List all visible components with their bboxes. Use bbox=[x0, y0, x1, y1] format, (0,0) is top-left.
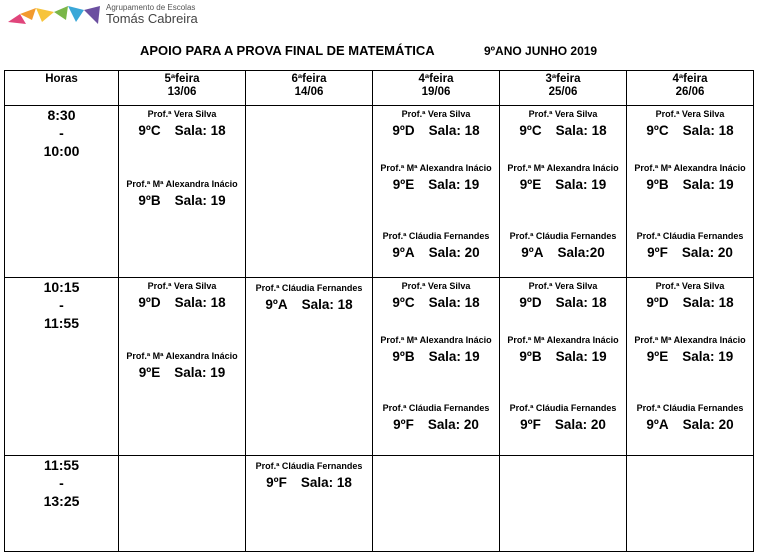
schedule-cell bbox=[373, 278, 500, 456]
teacher-name: Prof.ª Mª Alexandra Inácio bbox=[380, 335, 492, 345]
time-slot: 10:15 - 11:55 bbox=[5, 278, 119, 456]
year-label: 9ºANO JUNHO 2019 bbox=[484, 44, 598, 58]
class-label: 9ºB bbox=[392, 349, 415, 364]
class-label: 9ºD bbox=[646, 295, 669, 310]
class-label: 9ºB bbox=[519, 349, 542, 364]
schedule-cell bbox=[246, 456, 373, 552]
teacher-name: Prof.ª Cláudia Fernandes bbox=[636, 231, 744, 241]
room-label: Sala: 20 bbox=[554, 417, 606, 432]
room-label: Sala: 18 bbox=[300, 475, 352, 490]
header-row bbox=[5, 71, 754, 106]
teacher-name: Prof.ª Cláudia Fernandes bbox=[636, 403, 744, 413]
room-label: Sala: 18 bbox=[301, 297, 353, 312]
class-label: 9ºA bbox=[521, 245, 544, 260]
schedule-cell bbox=[500, 106, 627, 278]
session-entry bbox=[246, 282, 372, 312]
class-room bbox=[500, 123, 626, 138]
class-label: 9ºF bbox=[266, 475, 287, 490]
room-label: Sala: 18 bbox=[174, 295, 226, 310]
class-room bbox=[627, 177, 753, 192]
room-label: Sala: 19 bbox=[682, 349, 734, 364]
teacher-name: Prof.ª Mª Alexandra Inácio bbox=[507, 163, 619, 173]
session-entry bbox=[627, 230, 753, 260]
session-entry bbox=[373, 334, 499, 364]
room-label: Sala: 18 bbox=[555, 295, 607, 310]
room-label: Sala: 20 bbox=[682, 417, 734, 432]
class-label: 9ºE bbox=[138, 365, 161, 380]
session-entry bbox=[627, 402, 753, 432]
room-label: Sala: 19 bbox=[682, 177, 734, 192]
room-label: Sala: 19 bbox=[555, 177, 607, 192]
logo-school-name: Tomás Cabreira bbox=[106, 11, 198, 26]
teacher-name: Prof.ª Vera Silva bbox=[528, 281, 598, 291]
session-entry bbox=[500, 402, 626, 432]
class-label: 9ºC bbox=[519, 123, 542, 138]
teacher-name: Prof.ª Cláudia Fernandes bbox=[255, 283, 363, 293]
schedule-cell bbox=[246, 278, 373, 456]
session-entry bbox=[500, 108, 626, 138]
teacher-name: Prof.ª Mª Alexandra Inácio bbox=[380, 163, 492, 173]
session-entry bbox=[500, 280, 626, 310]
teacher-name: Prof.ª Vera Silva bbox=[401, 109, 471, 119]
class-room bbox=[246, 297, 372, 312]
room-label: Sala: 20 bbox=[428, 245, 480, 260]
teacher-name: Prof.ª Vera Silva bbox=[655, 109, 725, 119]
teacher-name: Prof.ª Cláudia Fernandes bbox=[382, 231, 490, 241]
class-room bbox=[373, 295, 499, 310]
class-label: 9ºC bbox=[392, 295, 415, 310]
class-label: 9ºC bbox=[138, 123, 161, 138]
class-label: 9ºE bbox=[392, 177, 415, 192]
class-room bbox=[500, 245, 626, 260]
teacher-name: Prof.ª Cláudia Fernandes bbox=[255, 461, 363, 471]
schedule-cell bbox=[119, 456, 246, 552]
schedule-cell bbox=[627, 278, 754, 456]
room-label: Sala: 19 bbox=[428, 349, 480, 364]
session-entry bbox=[500, 230, 626, 260]
class-label: 9ºC bbox=[646, 123, 669, 138]
teacher-name: Prof.ª Vera Silva bbox=[147, 281, 217, 291]
class-room bbox=[373, 177, 499, 192]
class-label: 9ºA bbox=[392, 245, 415, 260]
class-room bbox=[373, 349, 499, 364]
time-row bbox=[5, 278, 754, 456]
day-header: 4ªfeira 19/06 bbox=[373, 71, 500, 106]
teacher-name: Prof.ª Vera Silva bbox=[528, 109, 598, 119]
session-entry bbox=[373, 108, 499, 138]
teacher-name: Prof.ª Mª Alexandra Inácio bbox=[126, 351, 238, 361]
room-label: Sala:20 bbox=[557, 245, 605, 260]
class-room bbox=[500, 177, 626, 192]
schedule-cell bbox=[500, 278, 627, 456]
class-room bbox=[373, 123, 499, 138]
class-room bbox=[246, 475, 372, 490]
hours-header: Horas bbox=[5, 71, 119, 106]
session-entry bbox=[119, 178, 245, 208]
teacher-name: Prof.ª Cláudia Fernandes bbox=[509, 403, 617, 413]
room-label: Sala: 18 bbox=[428, 295, 480, 310]
class-room bbox=[373, 417, 499, 432]
class-label: 9ºA bbox=[265, 297, 288, 312]
room-label: Sala: 18 bbox=[428, 123, 480, 138]
schedule-cell bbox=[373, 106, 500, 278]
teacher-name: Prof.ª Cláudia Fernandes bbox=[382, 403, 490, 413]
session-entry bbox=[373, 280, 499, 310]
teacher-name: Prof.ª Vera Silva bbox=[147, 109, 217, 119]
room-label: Sala: 18 bbox=[174, 123, 226, 138]
day-header: 4ªfeira 26/06 bbox=[627, 71, 754, 106]
session-entry bbox=[119, 350, 245, 380]
session-entry bbox=[119, 108, 245, 138]
room-label: Sala: 18 bbox=[682, 295, 734, 310]
room-label: Sala: 20 bbox=[681, 245, 733, 260]
class-room bbox=[627, 417, 753, 432]
teacher-name: Prof.ª Cláudia Fernandes bbox=[509, 231, 617, 241]
schedule-cell bbox=[246, 106, 373, 278]
class-label: 9ºB bbox=[646, 177, 669, 192]
schedule-cell bbox=[119, 278, 246, 456]
class-label: 9ºD bbox=[519, 295, 542, 310]
teacher-name: Prof.ª Mª Alexandra Inácio bbox=[507, 335, 619, 345]
teacher-name: Prof.ª Mª Alexandra Inácio bbox=[634, 163, 746, 173]
time-row bbox=[5, 456, 754, 552]
schedule-cell bbox=[373, 456, 500, 552]
class-room bbox=[627, 295, 753, 310]
teacher-name: Prof.ª Mª Alexandra Inácio bbox=[634, 335, 746, 345]
session-entry bbox=[246, 460, 372, 490]
session-entry bbox=[627, 108, 753, 138]
class-label: 9ºE bbox=[519, 177, 542, 192]
room-label: Sala: 19 bbox=[174, 193, 226, 208]
day-header: 5ªfeira 13/06 bbox=[119, 71, 246, 106]
teacher-name: Prof.ª Vera Silva bbox=[655, 281, 725, 291]
session-entry bbox=[627, 162, 753, 192]
class-label: 9ºA bbox=[646, 417, 669, 432]
room-label: Sala: 19 bbox=[428, 177, 480, 192]
class-label: 9ºB bbox=[138, 193, 161, 208]
session-entry bbox=[373, 402, 499, 432]
schedule-cell bbox=[119, 106, 246, 278]
session-entry bbox=[373, 162, 499, 192]
time-slot: 8:30 - 10:00 bbox=[5, 106, 119, 278]
session-entry bbox=[373, 230, 499, 260]
class-room bbox=[119, 123, 245, 138]
class-room bbox=[627, 349, 753, 364]
class-room bbox=[500, 349, 626, 364]
schedule-cell bbox=[627, 456, 754, 552]
teacher-name: Prof.ª Vera Silva bbox=[401, 281, 471, 291]
class-room bbox=[119, 295, 245, 310]
day-header: 6ªfeira 14/06 bbox=[246, 71, 373, 106]
schedule-cell bbox=[500, 456, 627, 552]
time-row bbox=[5, 106, 754, 278]
class-room bbox=[119, 193, 245, 208]
class-label: 9ºF bbox=[647, 245, 668, 260]
session-entry bbox=[627, 334, 753, 364]
class-label: 9ºD bbox=[138, 295, 161, 310]
class-room bbox=[500, 295, 626, 310]
session-entry bbox=[119, 280, 245, 310]
time-slot: 11:55 - 13:25 bbox=[5, 456, 119, 552]
page-title: APOIO PARA A PROVA FINAL DE MATEMÁTICA bbox=[140, 43, 435, 58]
room-label: Sala: 20 bbox=[427, 417, 479, 432]
day-header: 3ªfeira 25/06 bbox=[500, 71, 627, 106]
session-entry bbox=[627, 280, 753, 310]
room-label: Sala: 18 bbox=[682, 123, 734, 138]
class-room bbox=[373, 245, 499, 260]
room-label: Sala: 18 bbox=[555, 123, 607, 138]
schedule-table bbox=[4, 70, 754, 552]
class-label: 9ºF bbox=[393, 417, 414, 432]
class-room bbox=[500, 417, 626, 432]
session-entry bbox=[500, 334, 626, 364]
room-label: Sala: 19 bbox=[174, 365, 226, 380]
class-room bbox=[119, 365, 245, 380]
class-label: 9ºE bbox=[646, 349, 669, 364]
session-entry bbox=[500, 162, 626, 192]
teacher-name: Prof.ª Mª Alexandra Inácio bbox=[126, 179, 238, 189]
class-label: 9ºF bbox=[520, 417, 541, 432]
logo-org-text: Agrupamento de Escolas bbox=[106, 3, 196, 12]
class-room bbox=[627, 245, 753, 260]
class-label: 9ºD bbox=[392, 123, 415, 138]
room-label: Sala: 19 bbox=[555, 349, 607, 364]
schedule-cell bbox=[627, 106, 754, 278]
class-room bbox=[627, 123, 753, 138]
